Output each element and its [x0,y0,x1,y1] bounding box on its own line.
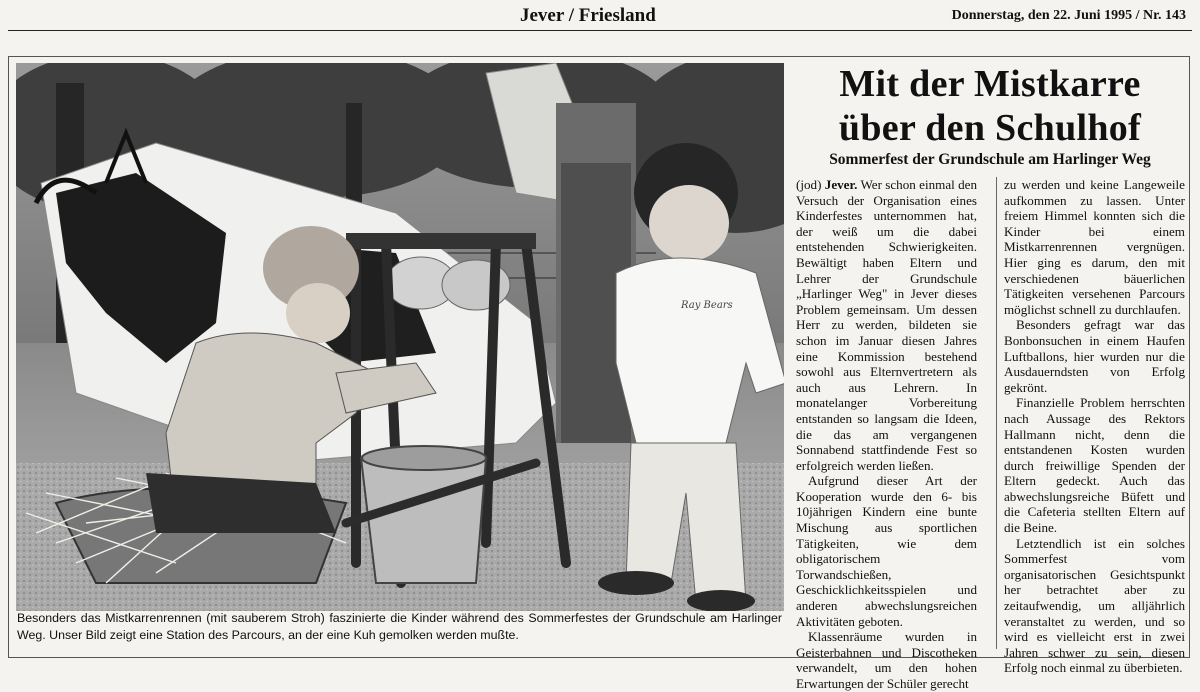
lead-text: Wer schon einmal den Versuch der Organisation eines Kinderfestes unternommen hat, der weiß um die dabei entstehenden Schwierigkeiten. Bewältigt haben Eltern und Lehrer der Grundschule „Harlinger Weg" in Jever dieses Problem gemeinsam. Um dessen Herr zu werden, bildeten sie schon im Januar diesen Jahres eine Kommission bestehend sowohl aus Elternvertretern als auch aus Lehrern. In monatelanger Vorbereitung entstanden so langsam die Ideen, die das am vergangenen Sonnabend stattfindende Fest so erfolgreich werden ließen. [796,177,977,473]
sweater-print: Ray Bears [681,300,733,311]
masthead [0,0,1200,30]
article-paragraph: Finanzielle Problem herrschten nach Aussage des Rektors Hallmann nicht, denn die entstandenen Kosten wurden durch freiwillige Spenden der Eltern gedeckt. Auch das abwechslungsreiche Büfett und die Cafeteria stellten Eltern auf die Beine. [1004,395,1185,536]
headline [790,62,1190,150]
masthead-rule [8,30,1192,31]
article-paragraph: Besonders gefragt war das Bonbonsuchen in einem Haufen Luftballons, hier wurden nur die Ausdauerndsten von Erfolg gekrönt. [1004,317,1185,395]
news-photo [16,63,784,611]
photo-illustration [16,63,784,611]
dateline: Donnerstag, den 22. Juni 1995 / Nr. 143 [951,8,1186,23]
article-paragraph: Aufgrund dieser Art der Kooperation wurde den 6- bis 10jährigen Kindern eine bunte Mischung aus sportlichen Tätigkeiten, wie dem obligatorischem Torwandschießen, Geschicklichkeitsspielen und anderen abwechslungsreichen Aktivitäten geboten. [796,473,977,629]
headline-line-1: Mit der Mistkarre [839,63,1141,105]
column-divider [996,177,997,649]
article-column-1 [796,177,977,692]
article-paragraph: Letztendlich ist ein solches Sommerfest vom organisatorischen Gesichtspunkt her betrachtet aber zu zeitaufwendig, um alljährlich veranstaltet zu werden, und so wird es vielleicht erst in zwei Jahren schwer zu sein, diesen Erfolg noch einmal zu überbieten. [1004,535,1185,676]
article-paragraph: Klassenräume wurden in Geisterbahnen und Discotheken verwandelt, um den hohen Erwartungen der Schüler gerecht [796,629,977,691]
lead-place: Jever. [824,177,858,192]
article-paragraph: zu werden und keine Langeweile aufkommen zu lassen. Unter freiem Himmel konnten sich die Kinder bei einem Mistkarrenrennen vergnügen. Hier ging es darum, den mit verschiedenen bäuerlichen Tätigkeiten versehenen Parcours möglichst schnell zu durchlaufen. [1004,177,1185,317]
photo-caption: Besonders das Mistkarrenrennen (mit sauberem Stroh) faszinierte die Kinder während des Sommerfestes der Grundschule am Harlinger Weg. Unser Bild zeigt eine Station des Parcours, an der eine Kuh gemolken werden mußte. [17,611,782,642]
article-paragraph [796,177,977,473]
subheadline: Sommerfest der Grundschule am Harlinger Weg [829,151,1151,168]
headline-line-2: über den Schulhof [838,107,1142,149]
lead-prefix: (jod) [796,177,825,192]
section-title: Jever / Friesland [520,5,656,26]
article-column-2 [1004,177,1185,676]
